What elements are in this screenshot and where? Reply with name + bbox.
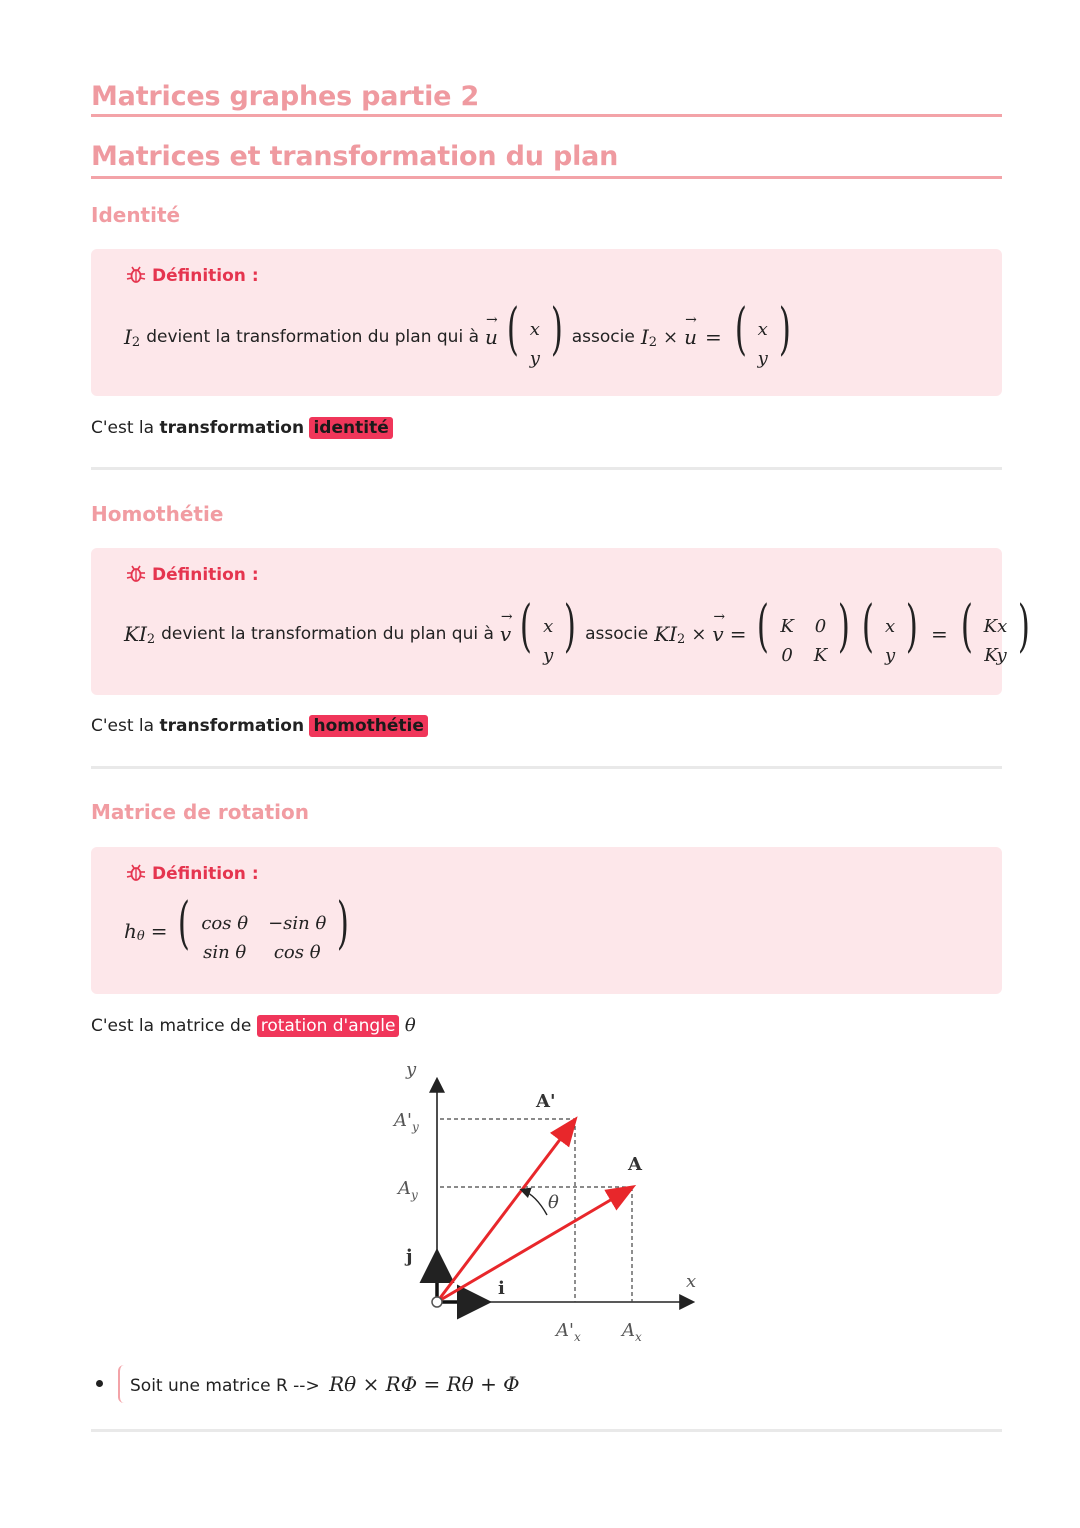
math-sub: 2 [131,334,141,350]
label-j: j [406,1246,413,1267]
vector-A [437,1188,631,1302]
heading-identite: Identité [91,203,181,227]
math-h: h [124,919,137,943]
math-sub: 2 [146,631,156,647]
heading-rotation: Matrice de rotation [91,800,309,824]
vector-u: → u [484,312,498,349]
section-title: Matrices et transformation du plan [91,141,619,172]
equals-sign: = [150,919,168,943]
separator [91,467,1002,470]
label-i: i [498,1278,505,1299]
label-theta: θ [548,1192,559,1213]
label-Apx: $A'_x$ [556,1320,581,1344]
equals-sign: = [729,622,747,646]
bullet-accent [118,1365,124,1403]
vector-Kx-Ky: ( Kx Ky ) [960,593,1031,666]
highlight-rotation: rotation d'angle [257,1015,400,1037]
identite-text2: associe [571,327,635,347]
vector-v: → v [499,609,513,646]
label-Ax: $A_x$ [622,1320,642,1344]
title-underline [91,114,1002,117]
rotation-matrix: ( cos θ sin θ −sin θ cos θ ) [178,890,350,963]
matrix-K: ( K 0 0 K ) [757,593,851,666]
rotation-formula [124,890,354,963]
label-x-axis: x [686,1271,697,1292]
bug-icon [126,863,146,883]
math-I: I [640,325,649,349]
bullet-math: Rθ × RΦ = Rθ + Φ [329,1372,520,1396]
rotation-figure [380,1050,720,1350]
bullet-item [130,1372,520,1396]
identite-text1: devient la transformation du plan qui à [146,327,479,347]
section-underline [91,176,1002,179]
definition-label: Définition : [152,565,259,585]
label-A: A [628,1154,642,1175]
vector-xy: ( x y ) [520,593,577,666]
times-sign: × [663,326,679,348]
vector-u: → u [684,312,697,349]
vector-xy-result: ( x y ) [734,296,791,369]
math-KI: KI [654,622,678,646]
angle-arc [522,1190,547,1215]
math-sub-theta: θ [136,928,145,944]
times-sign: × [691,623,707,645]
homothetie-text2: associe [585,624,649,644]
bullet-dot [96,1380,103,1387]
homothetie-formula [124,593,1035,666]
equals-sign: = [705,325,722,349]
heading-homothetie: Homothétie [91,502,224,526]
homothetie-conclusion: C'est la transformation homothétie [91,716,428,736]
bullet-text: Soit une matrice R --> [130,1376,320,1396]
identite-formula [124,296,796,369]
math-sub: 2 [677,631,686,647]
definition-title [126,265,259,286]
rotation-conclusion: C'est la matrice de rotation d'angle θ [91,1015,416,1036]
math-I: I [124,325,132,349]
math-sub: 2 [648,334,658,350]
page-title: Matrices graphes partie 2 [91,81,480,112]
definition-label: Définition : [152,864,259,884]
math-KI: KI [124,622,147,646]
label-y-axis: y [406,1059,417,1080]
label-Ay: $A_y$ [398,1178,418,1202]
highlight-homothetie: homothétie [309,715,427,737]
definition-title [126,863,259,884]
bug-icon [126,564,146,584]
vector-xy: ( x y ) [862,593,919,666]
vector-xy: ( x y ) [506,296,563,369]
separator [91,1429,1002,1432]
highlight-identite: identité [309,417,392,439]
identite-conclusion: C'est la transformation identité [91,418,393,438]
equals-sign: = [931,622,948,646]
homothetie-text1: devient la transformation du plan qui à [161,624,494,644]
definition-title [126,564,259,585]
label-A-prime: A' [536,1091,556,1112]
bug-icon [126,265,146,285]
vector-v: → v [712,609,726,646]
separator [91,766,1002,769]
label-Apy: $A'_y$ [394,1110,419,1134]
definition-label: Définition : [152,266,259,286]
origin [432,1297,442,1307]
